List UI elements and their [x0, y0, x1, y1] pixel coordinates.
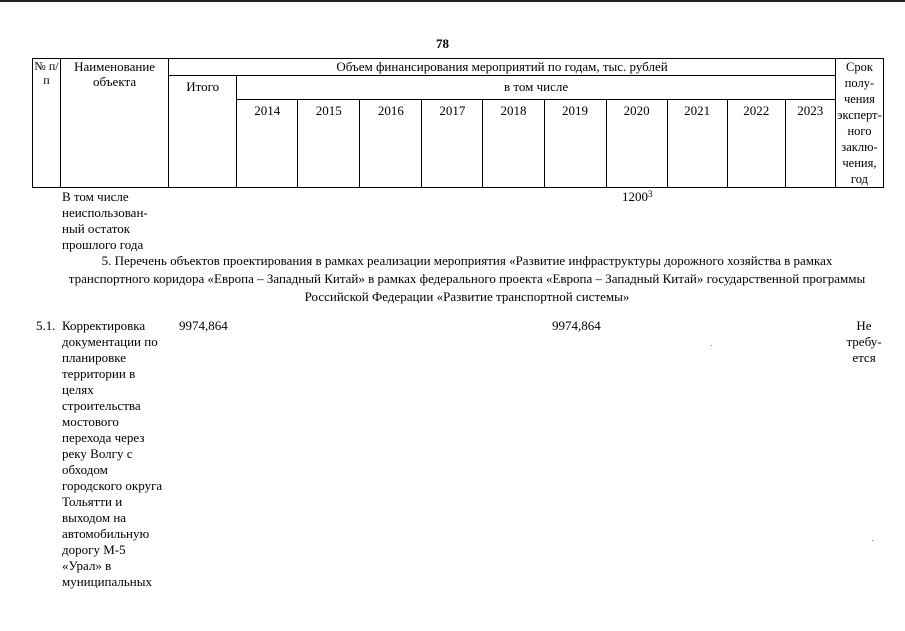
footnote-marker: 3 [648, 189, 653, 199]
header-year: 2018 [483, 100, 544, 188]
header-term: Срок полу-чения эксперт-ного заклю-чения, год [837, 60, 882, 186]
header-year: 2023 [785, 100, 835, 188]
header-total: Итого [169, 76, 237, 188]
header-year: 2019 [544, 100, 606, 188]
unused-balance-value [622, 189, 653, 205]
header-no: № п/п [33, 59, 61, 188]
header-year: 2022 [727, 100, 785, 188]
row-number: 5.1. [36, 318, 56, 333]
header-year: 2016 [360, 100, 422, 188]
header-including: в том числе [237, 76, 836, 100]
top-rule [0, 0, 905, 2]
row-object-name: Корректировка документации по планировке территории в целях строительства мостового перехода через реку Волгу с обходом городского округа Тольятти и выходом на автомобильную дорогу М-5 «Урал» в муниципальных [62, 318, 163, 589]
header-name: Наименование объекта [61, 59, 169, 188]
unused-balance-amount: 1200 [622, 189, 648, 204]
page-number: 78 [436, 36, 449, 51]
header-year: 2017 [422, 100, 483, 188]
row-term-value: Не требу-ется [846, 318, 882, 365]
scan-speck [711, 345, 712, 346]
header-year: 2015 [298, 100, 360, 188]
unused-balance-label: В том числе неиспользован-ный остаток прошлого года [62, 189, 148, 252]
header-year: 2020 [606, 100, 667, 188]
header-year: 2014 [237, 100, 298, 188]
header-volume: Объем финансирования мероприятий по годам, тыс. рублей [169, 59, 836, 76]
section-caption: 5. Перечень объектов проектирования в рамках реализации мероприятия «Развитие инфраструктуры дорожного хозяйства в рамках транспортного коридора «Европа – Западный Китай» в рамках федерального проекта «Европа – Западный Китай» государственной программы Российской Федерации «Развитие транспортной системы» [68, 253, 866, 304]
header-year: 2021 [667, 100, 727, 188]
row-year-value: 9974,864 [552, 318, 601, 333]
scan-speck [872, 540, 873, 541]
financing-table-header [32, 58, 884, 188]
row-total-value: 9974,864 [179, 318, 228, 333]
